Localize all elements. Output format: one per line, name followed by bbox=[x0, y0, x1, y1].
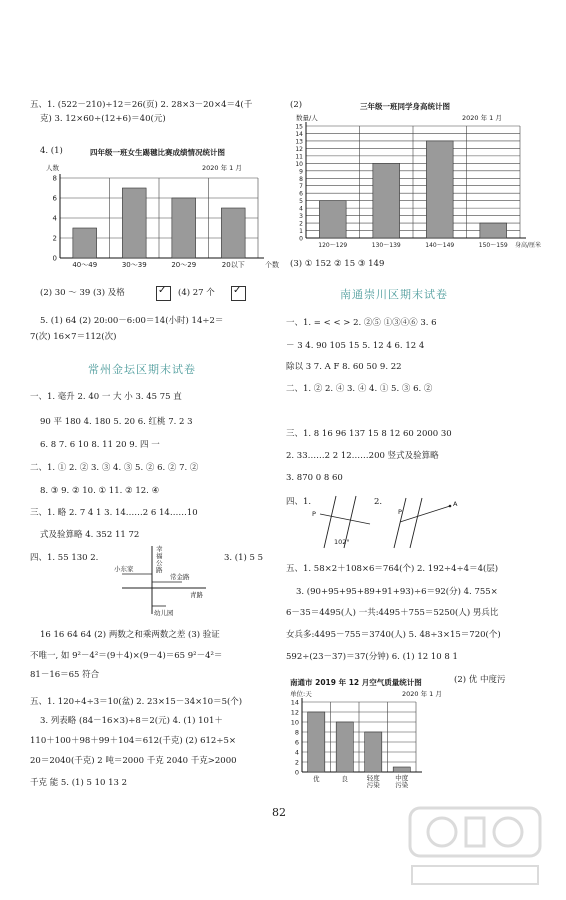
x-tick-label: 20以下 bbox=[221, 261, 245, 269]
y-tick-label: 12 bbox=[290, 708, 299, 717]
x-tick-label: 30～39 bbox=[121, 261, 147, 269]
x-tick-label: 120～129 bbox=[318, 242, 348, 249]
map-figure bbox=[120, 544, 210, 616]
section-heading: 常州金坛区期末试卷 bbox=[88, 363, 196, 376]
chart1 bbox=[40, 170, 280, 272]
text-line: 四、1. bbox=[286, 497, 312, 507]
text-line: 三、1. 8 16 96 137 15 8 12 60 2000 30 bbox=[286, 429, 452, 439]
y-tick-label: 0 bbox=[294, 768, 299, 777]
text-line: 90 平 180 4. 180 5. 20 6. 红桃 7. 2 3 bbox=[40, 417, 193, 427]
text-line: 式及验算略 4. 352 11 72 bbox=[40, 530, 140, 540]
chart3-unit: 单位:天 bbox=[290, 690, 312, 698]
q2-label: (2) bbox=[290, 100, 303, 110]
y-tick-label: 2 bbox=[52, 234, 57, 243]
x-tick-label: 优 bbox=[313, 775, 320, 783]
bar bbox=[336, 722, 353, 772]
text-line: 16 16 64 64 (2) 两数之和乘两数之差 (3) 验证 bbox=[40, 630, 220, 640]
text-line: 3. (1) 5 5 bbox=[224, 553, 264, 563]
text-line: 7(次) 16×7＝112(次) bbox=[30, 332, 117, 342]
x-unit-label: 个数 bbox=[265, 261, 279, 269]
bar bbox=[172, 198, 196, 258]
text-line: 5. (1) 64 (2) 20:00－6:00＝14(小时) 14÷2＝ bbox=[40, 316, 224, 326]
y-tick-label: 6 bbox=[52, 194, 57, 203]
bar bbox=[393, 767, 410, 772]
y-tick-label: 9 bbox=[299, 168, 303, 176]
text-line: 女兵多:4495－755＝3740(人) 5. 48÷3×15＝720(个) bbox=[286, 630, 501, 640]
chart3 bbox=[286, 696, 446, 794]
y-tick-label: 6 bbox=[294, 738, 299, 747]
watermark-logo bbox=[400, 800, 550, 890]
text-line: 除以 3 7. A F 8. 60 50 9. 22 bbox=[286, 362, 402, 372]
bar bbox=[319, 201, 346, 238]
y-tick-label: 10 bbox=[295, 160, 303, 168]
x-tick-label: 130～139 bbox=[371, 242, 401, 249]
y-tick-label: 14 bbox=[290, 698, 299, 707]
map-label: 小东家 bbox=[114, 565, 134, 573]
figure-label: P bbox=[398, 508, 402, 516]
text-line: 五、1. (522－210)÷12＝26(页) 2. 28×3－20×4＝4(千 bbox=[30, 100, 253, 110]
y-tick-label: 10 bbox=[290, 718, 299, 727]
map-label: 常金路 bbox=[170, 573, 190, 581]
text-line: 一、1. = < < > 2. ②⑤ ①③④⑥ 3. 6 bbox=[286, 318, 437, 328]
bar bbox=[122, 188, 146, 258]
text-line: 二、1. ② 2. ④ 3. ④ 4. ① 5. ③ 6. ② bbox=[286, 384, 433, 394]
checkbox bbox=[156, 286, 171, 301]
text-line: 6. 8 7. 6 10 8. 11 20 9. 四 一 bbox=[40, 440, 160, 450]
chart1-title: 四年级一班女生踢毽比赛成绩情况统计图 bbox=[90, 148, 225, 157]
chart2-date: 2020 年 1 月 bbox=[462, 114, 502, 122]
y-tick-label: 6 bbox=[299, 190, 303, 198]
text-line: 3. (90+95+95+89+91+93)÷6＝92(分) 4. 755× bbox=[296, 587, 498, 597]
chart3-date: 2020 年 1 月 bbox=[402, 690, 442, 698]
y-tick-label: 8 bbox=[299, 175, 303, 183]
text-line: 五、1. 58×2＋108×6＝764(个) 2. 192÷4÷4＝4(层) bbox=[286, 564, 499, 574]
bar bbox=[221, 208, 245, 258]
text-line: 81－16＝65 符合 bbox=[30, 670, 100, 680]
x-tick-label: 20～29 bbox=[171, 261, 197, 269]
text-line: 二、1. ① 2. ② 3. ③ 4. ③ 5. ② 6. ② 7. ② bbox=[30, 463, 199, 473]
text-line: (4) 27 个 bbox=[178, 288, 215, 298]
x-tick-label: 轻度 bbox=[366, 774, 380, 782]
bar bbox=[480, 223, 507, 238]
figure-label: P bbox=[312, 510, 316, 518]
text-line: (3) ① 152 ② 15 ③ 149 bbox=[290, 259, 385, 269]
y-tick-label: 2 bbox=[299, 220, 303, 228]
x-tick-label: 良 bbox=[341, 775, 348, 783]
y-tick-label: 11 bbox=[295, 153, 303, 161]
text-line: 五、1. 120÷4÷3＝10(盆) 2. 23×15－34×10＝5(个) bbox=[30, 697, 243, 707]
text-line: 592÷(23－37)＝37(分钟) 6. (1) 12 10 8 1 bbox=[286, 652, 458, 662]
y-tick-label: 4 bbox=[52, 214, 57, 223]
section-heading: 南通崇川区期末试卷 bbox=[340, 288, 448, 301]
figure-label: A bbox=[453, 500, 458, 508]
x-tick-label: 中度 bbox=[395, 774, 409, 782]
text-line: 2. bbox=[374, 497, 383, 507]
bar bbox=[73, 228, 97, 258]
x-unit-label: 身高/厘米 bbox=[514, 242, 541, 249]
chart1-unit: 人数 bbox=[46, 164, 59, 172]
y-tick-label: 3 bbox=[299, 213, 303, 221]
chart2-unit: 数量/人 bbox=[296, 114, 318, 122]
chart3-title: 南通市 2019 年 12 月空气质量统计图 bbox=[290, 678, 422, 687]
text-line: 3. 列表略 (84－16×3)÷8＝2(元) 4. (1) 101＋ bbox=[40, 716, 223, 726]
text-line: 一、1. 毫升 2. 40 一 大 小 3. 45 75 直 bbox=[30, 392, 182, 402]
y-tick-label: 1 bbox=[299, 228, 303, 236]
map-label: 幸福公路 bbox=[156, 545, 163, 574]
y-tick-label: 4 bbox=[294, 748, 299, 757]
q4-label: 4. (1) bbox=[40, 146, 63, 156]
check-mark: ✓ bbox=[233, 285, 242, 296]
y-tick-label: 8 bbox=[294, 728, 299, 737]
text-line: (2) 优 中度污 bbox=[454, 675, 506, 685]
text-line: (2) 30 ～ 39 (3) 及格 bbox=[40, 288, 125, 298]
text-line: － 3 4. 90 105 15 5. 12 4 6. 12 4 bbox=[286, 341, 425, 351]
text-line: 克) 3. 12×60÷(12+6)＝40(元) bbox=[40, 114, 166, 124]
text-line: 不唯一, 如 9²－4²＝(9＋4)×(9－4)＝65 9²－4²＝ bbox=[30, 651, 223, 661]
y-tick-label: 15 bbox=[295, 123, 303, 131]
x-tick-label: 140～149 bbox=[425, 242, 455, 249]
text-line: 8. ③ 9. ② 10. ① 11. ② 12. ④ bbox=[40, 486, 160, 496]
text-line: 6－35＝4495(人) 一共:4495＋755＝5250(人) 男兵比 bbox=[286, 608, 499, 618]
y-tick-label: 7 bbox=[299, 183, 303, 191]
bar bbox=[373, 163, 400, 238]
y-tick-label: 2 bbox=[294, 758, 299, 767]
y-tick-label: 8 bbox=[52, 174, 57, 183]
chart2 bbox=[286, 122, 542, 250]
y-tick-label: 0 bbox=[52, 254, 57, 263]
y-tick-label: 14 bbox=[295, 130, 303, 138]
y-tick-label: 5 bbox=[299, 198, 303, 206]
y-tick-label: 0 bbox=[299, 235, 303, 243]
text-line: 20＝2040(千克) 2 吨＝2000 千克 2040 千克>2000 bbox=[30, 756, 237, 766]
x-tick-label: 污染 bbox=[366, 781, 380, 789]
page-number: 82 bbox=[272, 806, 286, 819]
y-tick-label: 4 bbox=[299, 205, 303, 213]
text-line: 110＋100＋98＋99＋104＝612(千克) (2) 612÷5× bbox=[30, 736, 236, 746]
map-label: 幼儿园 bbox=[154, 609, 174, 617]
text-line: 3. 870 0 8 60 bbox=[286, 473, 343, 483]
text-line: 三、1. 略 2. 7 4 1 3. 14……2 6 14……10 bbox=[30, 508, 198, 518]
text-line: 2. 33……2 2 12……200 竖式及验算略 bbox=[286, 451, 439, 461]
map-label: 青路 bbox=[190, 591, 203, 599]
bar bbox=[308, 712, 325, 772]
chart1-date: 2020 年 1 月 bbox=[202, 164, 242, 172]
x-tick-label: 污染 bbox=[395, 781, 409, 789]
x-tick-label: 150～159 bbox=[478, 242, 508, 249]
bar bbox=[365, 732, 382, 772]
y-tick-label: 13 bbox=[295, 138, 303, 146]
checkbox bbox=[231, 286, 246, 301]
check-mark: ✓ bbox=[158, 285, 167, 296]
chart2-title: 三年级一班同学身高统计图 bbox=[360, 102, 450, 111]
bar bbox=[426, 141, 453, 238]
y-tick-label: 12 bbox=[295, 145, 303, 153]
text-line: 四、1. 55 130 2. bbox=[30, 553, 99, 563]
text-line: 千克 能 5. (1) 5 10 13 2 bbox=[30, 778, 128, 788]
x-tick-label: 40～49 bbox=[72, 261, 98, 269]
figure-label: 102° bbox=[334, 538, 350, 546]
